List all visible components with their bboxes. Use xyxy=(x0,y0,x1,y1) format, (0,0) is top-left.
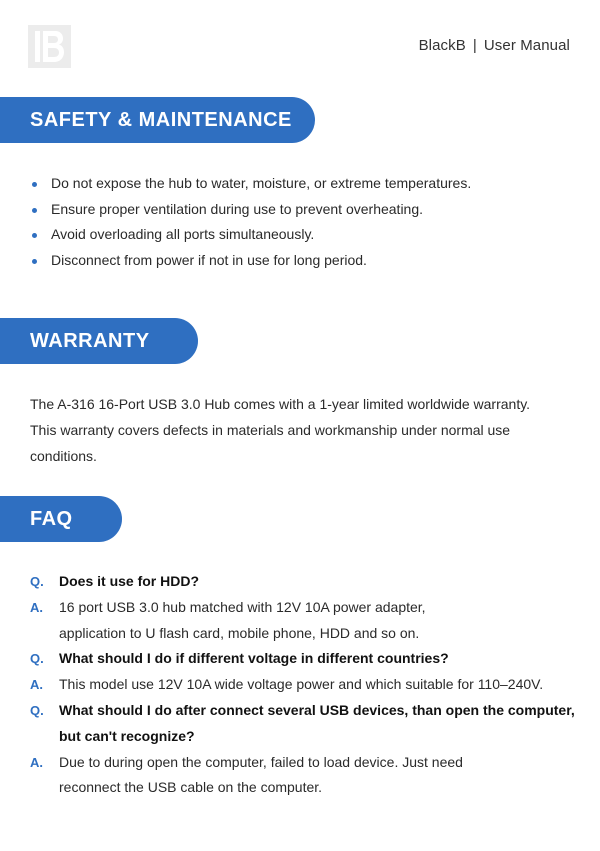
bullet-dot-icon xyxy=(32,208,37,213)
list-item-text: Disconnect from power if not in use for long period. xyxy=(51,252,367,269)
safety-list xyxy=(30,171,471,274)
list-item xyxy=(30,248,471,274)
section-heading-faq: FAQ xyxy=(0,496,122,542)
answer-line: Due to during open the computer, failed to load device. Just need xyxy=(59,753,463,770)
brand-name: BlackB xyxy=(418,37,466,54)
faq-list xyxy=(30,569,575,801)
question-text: What should I do after connect several USB devices, than open the computer, but can't recognize? xyxy=(59,701,575,744)
answer-line: 16 port USB 3.0 hub matched with 12V 10A power adapter, xyxy=(59,598,426,615)
header-separator: | xyxy=(472,37,477,54)
list-item xyxy=(30,222,471,248)
answer-text xyxy=(59,750,463,802)
answer-text xyxy=(59,595,426,647)
list-item-text: Avoid overloading all ports simultaneously. xyxy=(51,226,315,243)
faq-question xyxy=(30,698,575,750)
faq-question xyxy=(30,569,575,595)
answer-marker: A. xyxy=(30,754,43,770)
question-marker: Q. xyxy=(30,651,44,667)
question-text: What should I do if different voltage in different countries? xyxy=(59,650,449,667)
faq-question xyxy=(30,646,575,672)
list-item-text: Do not expose the hub to water, moisture, or extreme temperatures. xyxy=(51,175,472,191)
faq-answer xyxy=(30,750,575,802)
warranty-line: This warranty covers defects in materials and workmanship under normal use xyxy=(30,421,511,438)
bullet-dot-icon xyxy=(32,182,37,187)
document-title: User Manual xyxy=(483,37,570,54)
brand-logo xyxy=(28,25,71,68)
bullet-dot-icon xyxy=(32,259,37,264)
warranty-paragraph xyxy=(30,392,575,469)
faq-answer xyxy=(30,595,575,647)
list-item-text: Ensure proper ventilation during use to prevent overheating. xyxy=(51,200,424,217)
warranty-line: conditions. xyxy=(30,447,97,464)
answer-marker: A. xyxy=(30,677,43,693)
brand-logo-icon xyxy=(28,25,71,68)
question-text: Does it use for HDD? xyxy=(59,573,200,589)
bullet-dot-icon xyxy=(32,233,37,238)
list-item xyxy=(30,197,471,223)
faq-answer xyxy=(30,672,575,698)
answer-line: reconnect the USB cable on the computer. xyxy=(59,779,323,796)
question-marker: Q. xyxy=(30,574,44,589)
section-heading-warranty: WARRANTY xyxy=(0,318,198,364)
document-header xyxy=(419,37,570,54)
list-item xyxy=(30,171,471,197)
warranty-line: The A-316 16-Port USB 3.0 Hub comes with a 1-year limited worldwide warranty. xyxy=(30,396,531,412)
section-heading-safety: SAFETY & MAINTENANCE xyxy=(0,97,315,143)
answer-line: This model use 12V 10A wide voltage power and which suitable for 110–240V. xyxy=(59,676,544,693)
answer-text xyxy=(59,672,543,698)
answer-line: application to U flash card, mobile phone, HDD and so on. xyxy=(59,624,420,641)
question-marker: Q. xyxy=(30,702,44,718)
answer-marker: A. xyxy=(30,599,43,615)
